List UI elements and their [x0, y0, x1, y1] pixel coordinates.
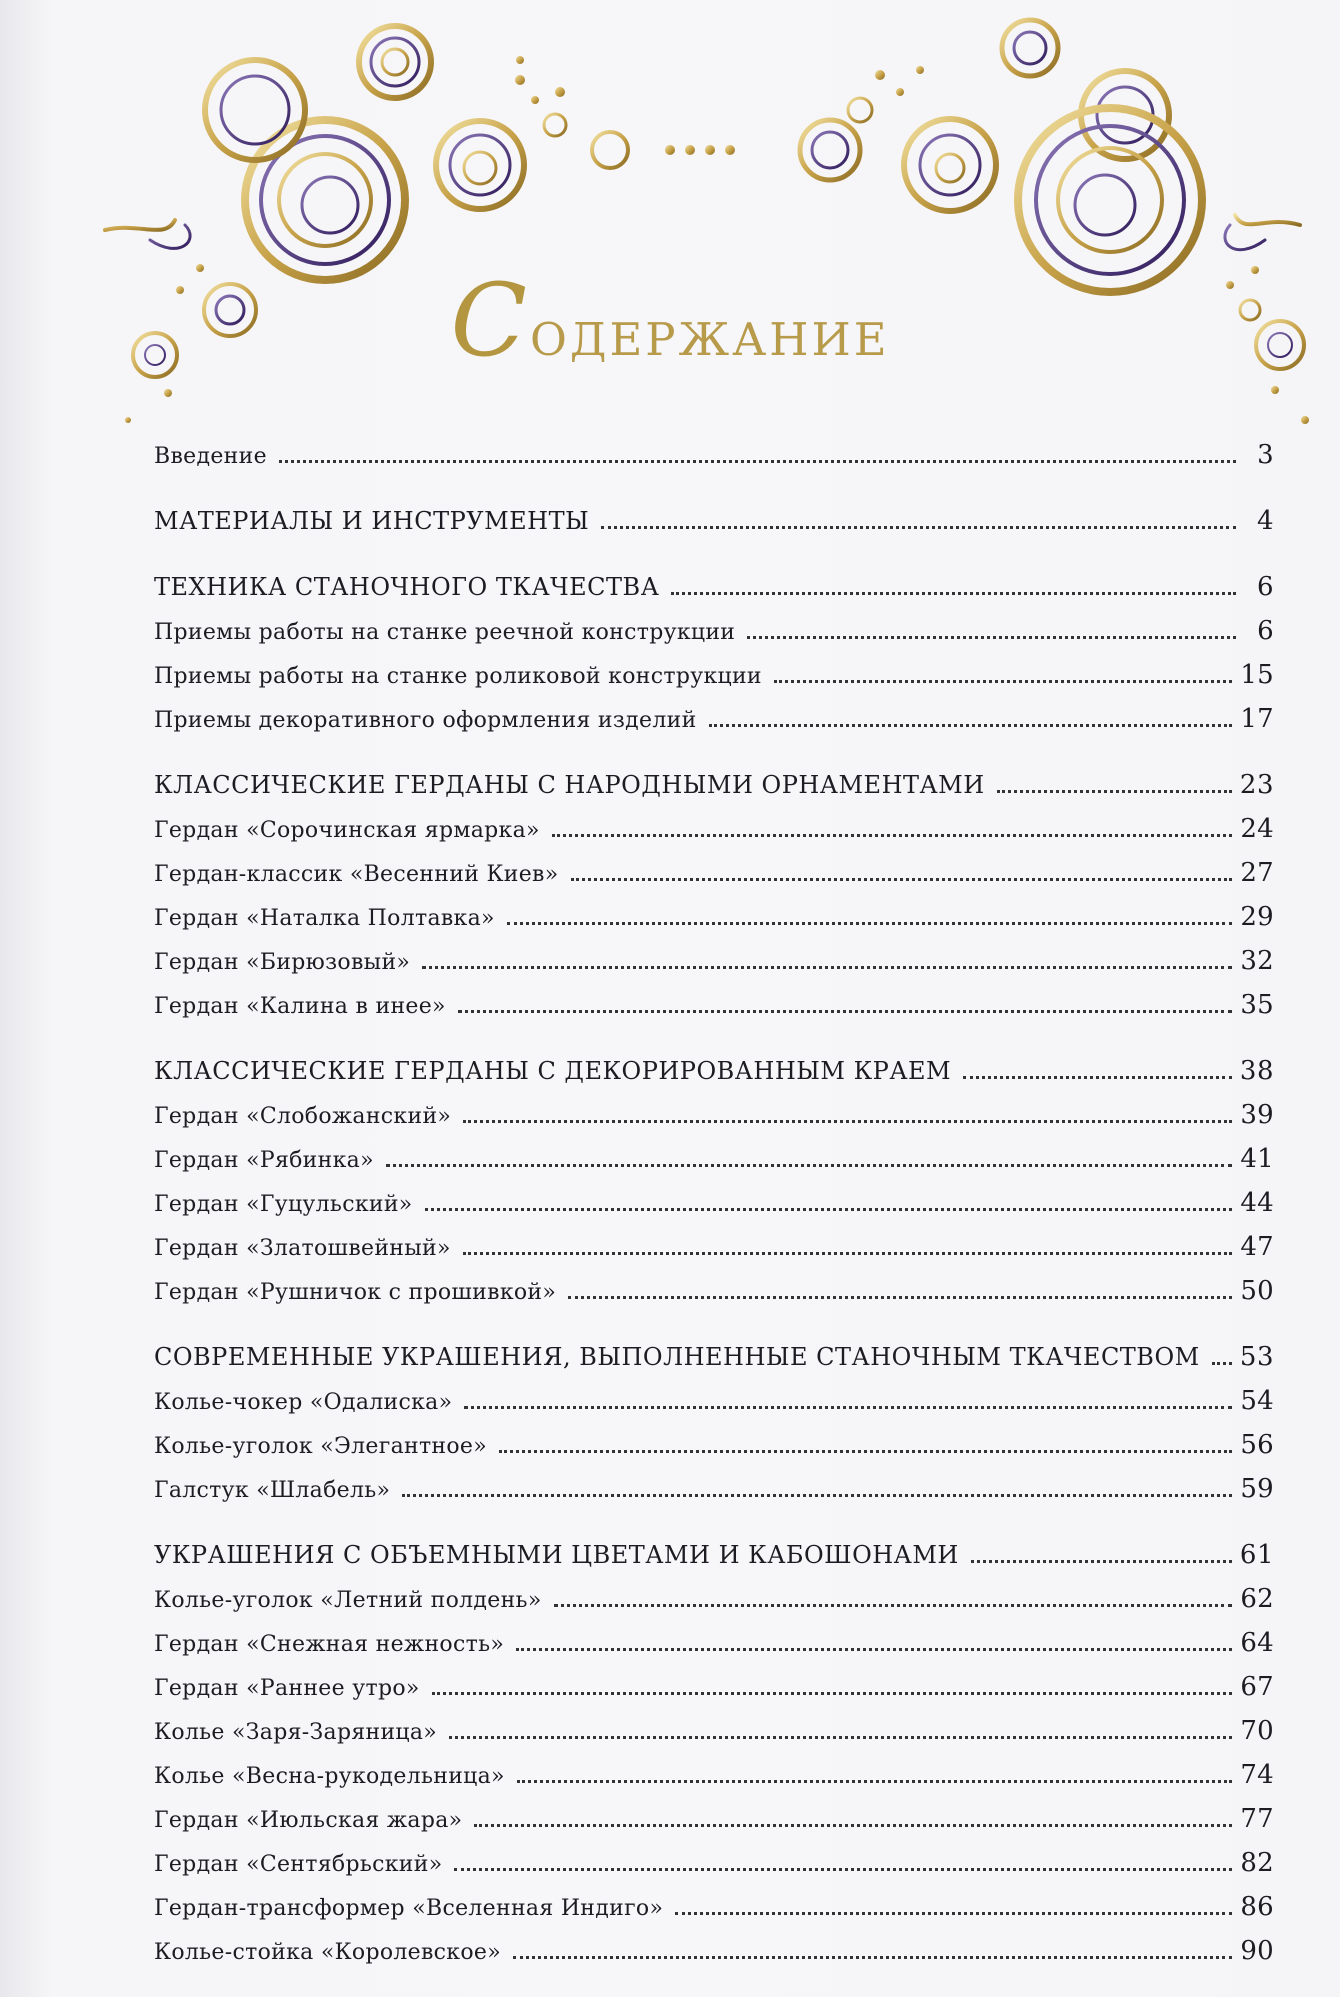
toc-page-number: 70: [1240, 1716, 1274, 1746]
toc-section-row: [154, 770, 1274, 814]
dot-leader: [516, 1647, 1232, 1651]
toc-page-number: 53: [1239, 1342, 1274, 1372]
toc-entry-title: Гердан «Рябинка»: [154, 1148, 374, 1173]
toc-entry-row: [154, 1232, 1274, 1276]
toc-entry-title: Гердан «Бирюзовый»: [154, 950, 411, 975]
dot-leader: [474, 1823, 1232, 1827]
dot-leader: [517, 1779, 1233, 1783]
dot-leader: [709, 723, 1233, 727]
toc-entry-title: Галстук «Шлабель»: [154, 1478, 391, 1503]
toc-entry-title: Колье «Весна-рукодельница»: [154, 1764, 505, 1789]
toc-page-number: 15: [1240, 660, 1274, 690]
dot-leader: [671, 591, 1236, 595]
dot-leader: [1212, 1361, 1232, 1365]
page-title: [0, 262, 1340, 379]
title-rest: одержание: [529, 297, 890, 371]
toc-page-number: 47: [1240, 1232, 1274, 1262]
section-spacer: [154, 550, 1274, 572]
toc-entry-row: [154, 858, 1274, 902]
toc-entry-title: Гердан «Гуцульский»: [154, 1192, 413, 1217]
dot-leader: [513, 1955, 1232, 1959]
toc-entry-title: Гердан-трансформер «Вселенная Индиго»: [154, 1896, 664, 1921]
toc-entry-title: Приемы декоративного оформления изделий: [154, 708, 697, 733]
dot-leader: [568, 1295, 1232, 1299]
toc-entry-title: Гердан «Слобожанский»: [154, 1104, 452, 1129]
dot-leader: [963, 1075, 1232, 1079]
toc-entry-row: [154, 1804, 1274, 1848]
toc-section-title: СОВРЕМЕННЫЕ УКРАШЕНИЯ, ВЫПОЛНЕННЫЕ СТАНОЧНЫМ ТКАЧЕСТВОМ: [154, 1343, 1200, 1371]
toc-entry-title: Введение: [154, 444, 267, 469]
dot-leader: [422, 965, 1232, 969]
toc-entry-title: Колье-уголок «Летний полдень»: [154, 1588, 542, 1613]
toc-page-number: 67: [1240, 1672, 1274, 1702]
toc-page-number: 29: [1240, 902, 1274, 932]
dot-leader: [507, 921, 1233, 925]
toc-entry-row: [154, 990, 1274, 1034]
toc-entry-title: Гердан «Сентябрьский»: [154, 1852, 443, 1877]
dot-leader: [463, 1251, 1233, 1255]
toc-section-row: [154, 1540, 1274, 1584]
dot-leader: [554, 1603, 1233, 1607]
toc-page-number: 27: [1240, 858, 1274, 888]
title-initial: С: [450, 262, 530, 379]
toc-page-number: 59: [1240, 1474, 1274, 1504]
table-of-contents: [154, 440, 1274, 1980]
toc-entry-row: [154, 902, 1274, 946]
dot-leader: [971, 1559, 1232, 1563]
toc-entry-title: Колье «Заря-Заряница»: [154, 1720, 438, 1745]
toc-entry-row: [154, 704, 1274, 748]
toc-entry-row: [154, 1892, 1274, 1936]
swirl-ornament: [0, 0, 1340, 460]
toc-page-number: 6: [1256, 572, 1274, 602]
toc-section-title: УКРАШЕНИЯ С ОБЪЕМНЫМИ ЦВЕТАМИ И КАБОШОНАМИ: [154, 1541, 959, 1569]
toc-page-number: 44: [1240, 1188, 1274, 1218]
dot-leader: [386, 1163, 1232, 1167]
dot-leader: [279, 459, 1236, 463]
dot-leader: [774, 679, 1232, 683]
dot-leader: [571, 877, 1233, 881]
toc-entry-title: Гердан-классик «Весенний Киев»: [154, 862, 559, 887]
toc-entry-title: Гердан «Златошвейный»: [154, 1236, 451, 1261]
dot-leader: [425, 1207, 1233, 1211]
section-spacer: [154, 1034, 1274, 1056]
toc-page-number: 64: [1240, 1628, 1274, 1658]
toc-entry-row: [154, 1474, 1274, 1518]
toc-page-number: 90: [1240, 1936, 1274, 1966]
toc-page-number: 38: [1239, 1056, 1274, 1086]
toc-entry-title: Гердан «Сорочинская ярмарка»: [154, 818, 540, 843]
toc-entry-row: [154, 1716, 1274, 1760]
toc-section-row: [154, 1056, 1274, 1100]
toc-page-number: 35: [1240, 990, 1274, 1020]
toc-entry-row: [154, 1672, 1274, 1716]
section-spacer: [154, 1320, 1274, 1342]
toc-entry-row: [154, 814, 1274, 858]
dot-leader: [499, 1449, 1232, 1453]
toc-entry-row: [154, 1276, 1274, 1320]
toc-entry-row: [154, 1430, 1274, 1474]
toc-page-number: 41: [1240, 1144, 1274, 1174]
toc-entry-row: [154, 1100, 1274, 1144]
toc-page-number: 50: [1240, 1276, 1274, 1306]
toc-section-title: ТЕХНИКА СТАНОЧНОГО ТКАЧЕСТВА: [154, 573, 660, 601]
dot-leader: [454, 1867, 1232, 1871]
toc-page-number: 86: [1240, 1892, 1274, 1922]
toc-entry-row: [154, 1584, 1274, 1628]
toc-section-row: [154, 1342, 1274, 1386]
toc-entry-row: [154, 1386, 1274, 1430]
dot-leader: [747, 635, 1236, 639]
toc-entry-row: [154, 660, 1274, 704]
toc-page-number: 4: [1256, 506, 1274, 536]
toc-entry-row: [154, 1628, 1274, 1672]
toc-entry-row: [154, 616, 1274, 660]
toc-page-number: 17: [1240, 704, 1274, 734]
dot-leader: [601, 525, 1236, 529]
toc-entry-row: [154, 946, 1274, 990]
toc-entry-title: Гердан «Наталка Полтавка»: [154, 906, 495, 931]
toc-entry-title: Гердан «Снежная нежность»: [154, 1632, 505, 1657]
toc-entry-row: [154, 1760, 1274, 1804]
toc-page-number: 3: [1257, 440, 1274, 470]
dot-leader: [552, 833, 1233, 837]
dot-leader: [402, 1493, 1232, 1497]
toc-page-number: 24: [1240, 814, 1274, 844]
dot-leader: [432, 1691, 1233, 1695]
toc-entry-row: [154, 1144, 1274, 1188]
section-spacer: [154, 484, 1274, 506]
toc-page-number: 61: [1239, 1540, 1274, 1570]
toc-entry-title: Гердан «Рушничок с прошивкой»: [154, 1280, 557, 1305]
section-spacer: [154, 748, 1274, 770]
toc-page-number: 6: [1257, 616, 1274, 646]
toc-page-number: 54: [1240, 1386, 1274, 1416]
toc-page-number: 56: [1240, 1430, 1274, 1460]
toc-page-number: 77: [1240, 1804, 1274, 1834]
toc-section-title: КЛАССИЧЕСКИЕ ГЕРДАНЫ С НАРОДНЫМИ ОРНАМЕНТАМИ: [154, 771, 985, 799]
toc-entry-title: Колье-стойка «Королевское»: [154, 1940, 501, 1965]
toc-page-number: 62: [1240, 1584, 1274, 1614]
toc-entry-title: Гердан «Раннее утро»: [154, 1676, 420, 1701]
toc-page-number: 23: [1239, 770, 1274, 800]
toc-page-number: 82: [1240, 1848, 1274, 1878]
toc-entry-title: Приемы работы на станке реечной конструкции: [154, 620, 736, 645]
toc-entry-title: Гердан «Калина в инее»: [154, 994, 446, 1019]
dot-leader: [463, 1119, 1232, 1123]
toc-page-number: 32: [1240, 946, 1274, 976]
toc-section-row: [154, 506, 1274, 550]
dot-leader: [458, 1009, 1233, 1013]
toc-entry-title: Колье-уголок «Элегантное»: [154, 1434, 488, 1459]
toc-section-row: [154, 572, 1274, 616]
toc-entry-title: Колье-чокер «Одалиска»: [154, 1390, 453, 1415]
toc-entry-title: Приемы работы на станке роликовой конструкции: [154, 664, 762, 689]
dot-leader: [997, 789, 1232, 793]
dot-leader: [675, 1911, 1232, 1915]
dot-leader: [464, 1405, 1232, 1409]
toc-entry-row: [154, 1848, 1274, 1892]
toc-section-title: КЛАССИЧЕСКИЕ ГЕРДАНЫ С ДЕКОРИРОВАННЫМ КРАЕМ: [154, 1057, 952, 1085]
toc-entry-row: [154, 440, 1274, 484]
toc-page-number: 74: [1240, 1760, 1274, 1790]
toc-entry-row: [154, 1936, 1274, 1980]
dot-leader: [449, 1735, 1232, 1739]
toc-page-number: 39: [1240, 1100, 1274, 1130]
toc-entry-title: Гердан «Июльская жара»: [154, 1808, 463, 1833]
toc-entry-row: [154, 1188, 1274, 1232]
section-spacer: [154, 1518, 1274, 1540]
toc-section-title: МАТЕРИАЛЫ И ИНСТРУМЕНТЫ: [154, 507, 590, 535]
